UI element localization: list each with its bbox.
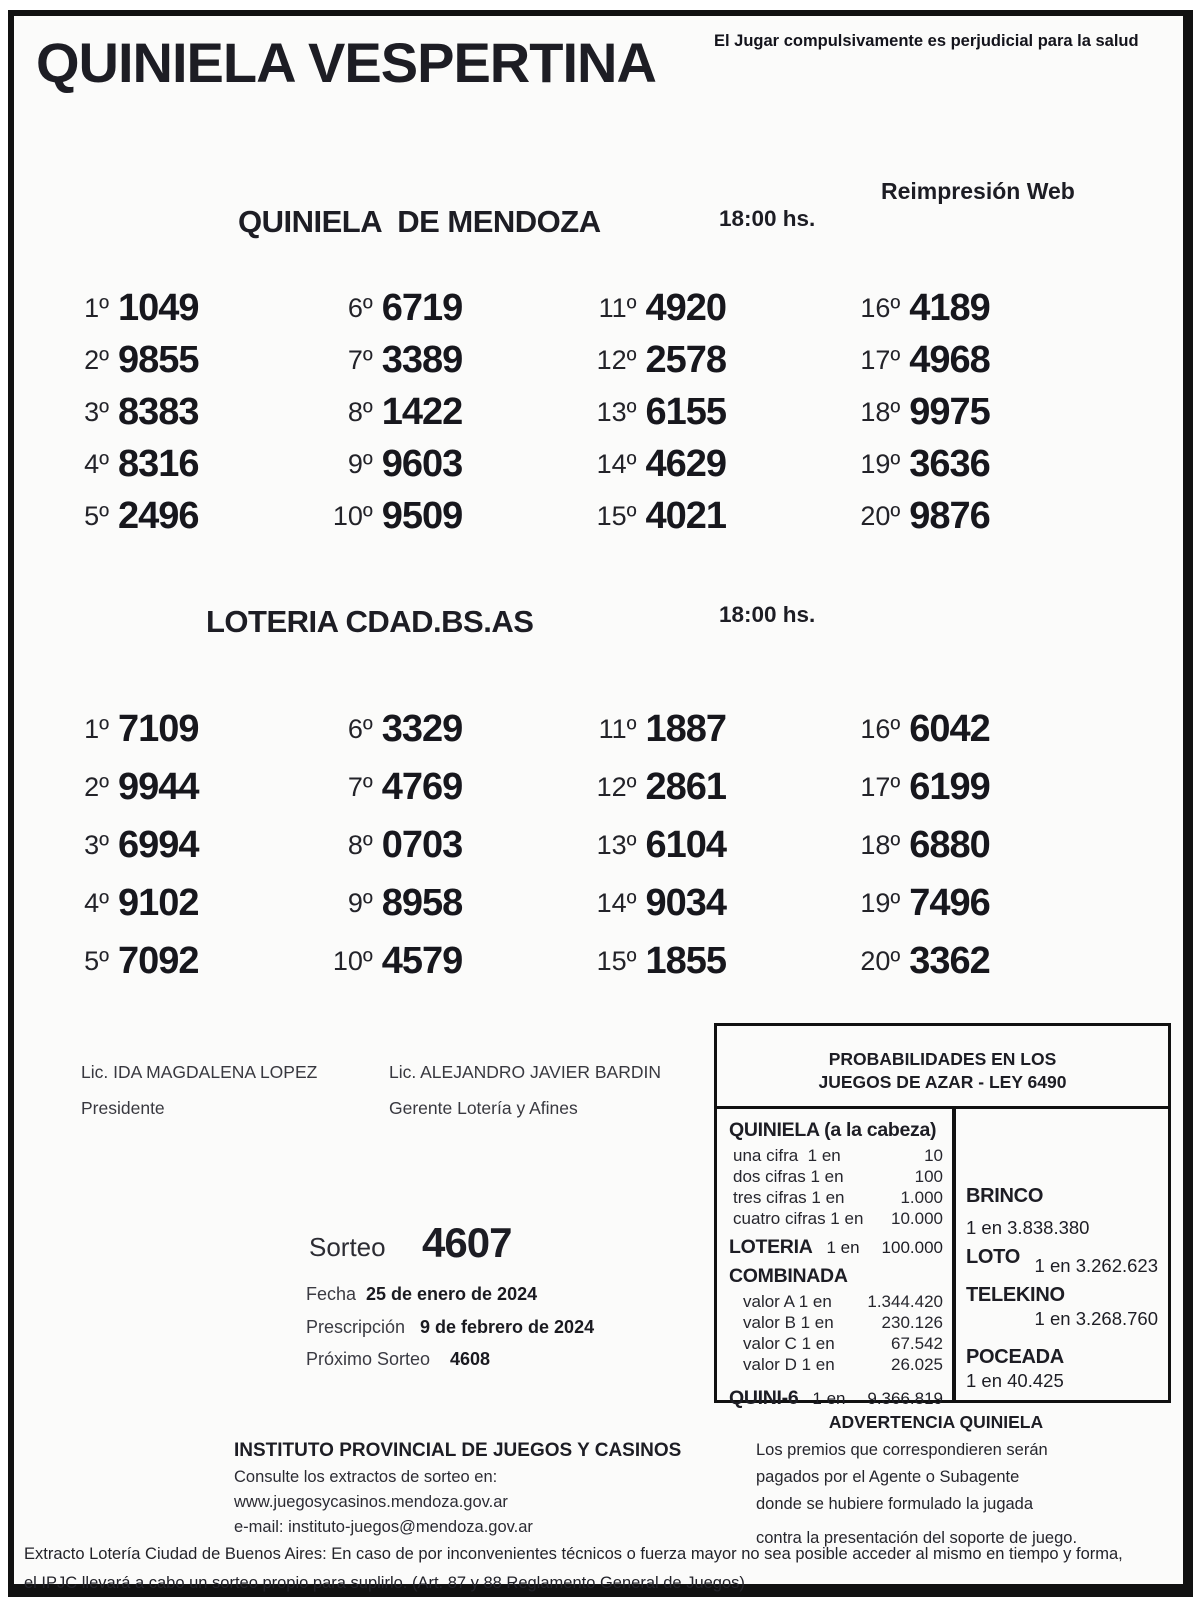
result-position: 12º (596, 771, 637, 802)
result-position: 2º (84, 344, 109, 375)
result-position: 19º (860, 448, 901, 479)
loteria-label: LOTERIA (729, 1236, 813, 1258)
health-warning-text: El Jugar compulsivamente es perjudicial para la salud (714, 32, 1139, 50)
quini6-probability-row (729, 1387, 943, 1410)
probability-label: cuatro cifras 1 en (733, 1209, 864, 1228)
result-number: 9855 (118, 338, 199, 381)
game-probability-row (966, 1346, 1158, 1392)
result-number: 3389 (381, 338, 463, 381)
result-number: 8958 (381, 881, 463, 924)
document-sheet (8, 10, 1193, 1597)
result-number: 2578 (645, 338, 727, 381)
result-position: 5º (84, 500, 109, 531)
result-item (847, 816, 1111, 874)
quini6-label: QUINI-6 (729, 1387, 799, 1409)
game-name: LOTO (966, 1246, 1020, 1268)
result-position: 3º (84, 829, 109, 860)
probability-value: 230.126 (881, 1313, 943, 1332)
game-value: 1 en 40.425 (966, 1370, 1064, 1391)
result-item (584, 758, 848, 816)
reprint-label: Reimpresión Web (881, 178, 1075, 204)
result-position: 3º (84, 396, 109, 427)
probability-value: 100 (914, 1167, 943, 1186)
result-position: 11º (598, 713, 637, 744)
institute-block (234, 1440, 704, 1537)
result-position: 15º (596, 945, 637, 976)
result-position: 19º (860, 887, 901, 918)
institute-name: INSTITUTO PROVINCIAL DE JUEGOS Y CASINOS (234, 1440, 682, 1461)
game-value: 1 en 3.262.623 (1034, 1255, 1158, 1276)
quini6-value: 9.366.819 (867, 1389, 943, 1408)
result-item (320, 816, 584, 874)
quini6-mid: 1 en (812, 1389, 846, 1408)
result-item (584, 334, 848, 386)
result-number: 9603 (381, 442, 463, 485)
result-position: 1º (84, 292, 109, 323)
game-probability-row (966, 1246, 1158, 1277)
game-name: BRINCO (966, 1185, 1044, 1207)
result-number: 1049 (118, 286, 199, 329)
result-item (56, 334, 320, 386)
probability-row (729, 1354, 943, 1375)
result-number: 4769 (381, 765, 463, 808)
result-number: 6199 (909, 765, 990, 808)
result-number: 2496 (118, 494, 199, 537)
game-probability-row (966, 1185, 1158, 1239)
result-number: 7496 (909, 881, 990, 924)
result-number: 4021 (645, 494, 727, 537)
result-item (320, 932, 584, 990)
probabilities-title (717, 1026, 1168, 1109)
probability-value: 26.025 (891, 1355, 943, 1374)
probability-label: valor A 1 en (743, 1292, 832, 1311)
probability-row (729, 1187, 943, 1208)
fecha-label: Fecha (306, 1284, 357, 1304)
advertencia-lines (706, 1437, 1166, 1552)
probability-row (729, 1145, 943, 1166)
result-number: 2861 (645, 765, 727, 808)
result-item (56, 438, 320, 490)
warning-line: Los premios que correspondieren serán (756, 1441, 1048, 1459)
result-number: 1422 (381, 390, 463, 433)
result-item (56, 816, 320, 874)
result-number: 9102 (118, 881, 199, 924)
result-item (584, 874, 848, 932)
probability-label: dos cifras 1 en (733, 1167, 844, 1186)
result-item (584, 490, 848, 542)
draw-time-bsas: 18:00 hs. (719, 602, 816, 627)
sorteo-label: Sorteo (309, 1232, 386, 1262)
result-item (56, 490, 320, 542)
results-grid-bsas (56, 700, 1111, 990)
probabilities-box (714, 1023, 1171, 1409)
probability-row (729, 1166, 943, 1187)
result-item (320, 438, 584, 490)
result-position: 14º (596, 448, 637, 479)
combinada-probability-rows (729, 1291, 943, 1375)
result-item (584, 932, 848, 990)
result-position: 8º (347, 396, 373, 427)
probability-row (729, 1312, 943, 1333)
sorteo-number: 4607 (422, 1219, 512, 1266)
result-item (584, 282, 848, 334)
prescripcion-value: 9 de febrero de 2024 (420, 1317, 595, 1337)
result-number: 4189 (909, 286, 990, 329)
result-number: 7092 (118, 939, 199, 982)
result-number: 8316 (118, 442, 199, 485)
result-item (584, 438, 848, 490)
result-position: 20º (860, 945, 901, 976)
loteria-probability-row (729, 1236, 943, 1259)
result-number: 9034 (645, 881, 727, 924)
result-item (847, 700, 1111, 758)
result-number: 4968 (909, 338, 990, 381)
result-position: 5º (84, 945, 109, 976)
probability-label: valor C 1 en (743, 1334, 835, 1353)
result-number: 7109 (118, 707, 199, 750)
result-position: 11º (598, 292, 637, 323)
result-number: 9975 (909, 390, 990, 433)
result-number: 6719 (381, 286, 463, 329)
proximo-sorteo-label: Próximo Sorteo (306, 1349, 431, 1369)
result-item (847, 874, 1111, 932)
probabilities-left-column (717, 1109, 952, 1409)
game-name: TELEKINO (966, 1284, 1065, 1306)
probability-value: 67.542 (891, 1334, 943, 1353)
warning-line: donde se hubiere formulado la jugada (756, 1495, 1034, 1513)
result-number: 6994 (118, 823, 199, 866)
result-item (847, 490, 1111, 542)
probability-row (729, 1208, 943, 1229)
result-item (56, 758, 320, 816)
result-number: 3329 (381, 707, 463, 750)
result-position: 9º (347, 887, 373, 918)
result-position: 10º (332, 945, 373, 976)
institute-consult-line: Consulte los extractos de sorteo en: (234, 1468, 498, 1486)
game-probability-row (966, 1284, 1158, 1330)
official-role-manager: Gerente Lotería y Afines (389, 1098, 578, 1118)
result-position: 1º (84, 713, 109, 744)
warning-line: pagados por el Agente o Subagente (756, 1468, 1020, 1486)
result-number: 0703 (381, 823, 463, 866)
official-name-president: Lic. IDA MAGDALENA LOPEZ (81, 1062, 318, 1082)
draw-time-mendoza: 18:00 hs. (719, 206, 816, 231)
result-position: 2º (84, 771, 109, 802)
probabilities-title-line1: PROBABILIDADES EN LOS (828, 1049, 1057, 1069)
result-item (847, 334, 1111, 386)
result-item (847, 758, 1111, 816)
game-value: 1 en 3.268.760 (1034, 1308, 1158, 1329)
result-item (320, 490, 584, 542)
result-position: 9º (347, 448, 373, 479)
result-item (320, 758, 584, 816)
warning-line: contra la presentación del soporte de juego. (756, 1529, 1078, 1547)
result-number: 1887 (645, 707, 727, 750)
result-number: 1855 (645, 939, 727, 982)
result-item (847, 282, 1111, 334)
result-position: 7º (347, 344, 373, 375)
loteria-mid: 1 en (826, 1238, 860, 1257)
probability-label: valor B 1 en (743, 1313, 834, 1332)
result-number: 6880 (909, 823, 990, 866)
result-position: 18º (860, 396, 901, 427)
result-position: 16º (860, 713, 901, 744)
result-item (847, 386, 1111, 438)
quiniela-section-title: QUINIELA (a la cabeza) (729, 1119, 937, 1141)
result-number: 4579 (381, 939, 463, 982)
result-item (56, 282, 320, 334)
result-item (584, 386, 848, 438)
draw-title-bsas: LOTERIA CDAD.BS.AS (206, 604, 534, 639)
probability-value: 1.344.420 (867, 1292, 943, 1311)
result-number: 9509 (381, 494, 463, 537)
probability-value: 1.000 (900, 1188, 943, 1207)
result-number: 3636 (909, 442, 990, 485)
result-position: 6º (347, 713, 373, 744)
result-position: 6º (347, 292, 373, 323)
result-item (847, 438, 1111, 490)
result-number: 9944 (118, 765, 199, 808)
result-item (320, 334, 584, 386)
result-item (584, 700, 848, 758)
result-number: 4920 (645, 286, 727, 329)
quiniela-probability-rows (729, 1145, 943, 1229)
draw-title-mendoza: QUINIELA DE MENDOZA (238, 204, 601, 239)
probabilities-title-line2: JUEGOS DE AZAR - LEY 6490 (818, 1072, 1067, 1092)
official-name-manager: Lic. ALEJANDRO JAVIER BARDIN (389, 1062, 661, 1082)
probability-label: una cifra 1 en (733, 1146, 841, 1165)
result-position: 7º (347, 771, 373, 802)
footer-disclaimer: Extracto Lotería Ciudad de Buenos Aires: En caso de por inconvenientes técnicos o fuerza mayor no sea posible acceder al mismo en tiempo y forma, el IPJC llevará a cabo un sorteo propio para suplirlo. (Art. 87 y 88 Reglamento General de Juegos) (24, 1545, 1123, 1592)
loteria-value: 100.000 (881, 1238, 943, 1257)
result-position: 17º (860, 344, 901, 375)
probability-label: valor D 1 en (743, 1355, 835, 1374)
probability-value: 10.000 (891, 1209, 943, 1228)
result-position: 20º (860, 500, 901, 531)
advertencia-block (706, 1412, 1166, 1552)
result-item (584, 816, 848, 874)
result-position: 4º (84, 448, 109, 479)
result-position: 18º (860, 829, 901, 860)
result-number: 6155 (645, 390, 727, 433)
result-item (56, 386, 320, 438)
result-number: 3362 (909, 939, 990, 982)
game-name: POCEADA (966, 1346, 1064, 1368)
result-item (56, 874, 320, 932)
institute-website: www.juegosycasinos.mendoza.gov.ar (234, 1493, 508, 1511)
game-value: 1 en 3.838.380 (966, 1217, 1090, 1238)
result-item (320, 700, 584, 758)
result-item (320, 874, 584, 932)
result-item (56, 932, 320, 990)
proximo-sorteo-value: 4608 (450, 1349, 491, 1369)
result-position: 16º (860, 292, 901, 323)
result-position: 15º (596, 500, 637, 531)
result-position: 13º (596, 829, 637, 860)
result-item (320, 282, 584, 334)
result-number: 4629 (645, 442, 727, 485)
probability-value: 10 (924, 1146, 943, 1165)
result-number: 8383 (118, 390, 199, 433)
result-position: 4º (84, 887, 109, 918)
official-role-president: Presidente (81, 1098, 165, 1118)
results-grid-mendoza (56, 282, 1111, 542)
institute-email: e-mail: instituto-juegos@mendoza.gov.ar (234, 1518, 533, 1536)
advertencia-title: ADVERTENCIA QUINIELA (828, 1412, 1044, 1432)
result-item (847, 932, 1111, 990)
probability-row (729, 1291, 943, 1312)
probability-label: tres cifras 1 en (733, 1188, 845, 1207)
prescripcion-label: Prescripción (306, 1317, 406, 1337)
combinada-section-title: COMBINADA (729, 1265, 848, 1287)
probabilities-right-column (956, 1109, 1168, 1400)
page-title: QUINIELA VESPERTINA (36, 31, 656, 94)
result-position: 12º (596, 344, 637, 375)
result-position: 8º (347, 829, 373, 860)
result-number: 6104 (645, 823, 727, 866)
result-position: 13º (596, 396, 637, 427)
result-position: 14º (596, 887, 637, 918)
result-position: 17º (860, 771, 901, 802)
result-item (56, 700, 320, 758)
fecha-value: 25 de enero de 2024 (366, 1284, 538, 1304)
result-number: 6042 (909, 707, 990, 750)
result-number: 9876 (909, 494, 990, 537)
probability-row (729, 1333, 943, 1354)
result-position: 10º (332, 500, 373, 531)
result-item (320, 386, 584, 438)
